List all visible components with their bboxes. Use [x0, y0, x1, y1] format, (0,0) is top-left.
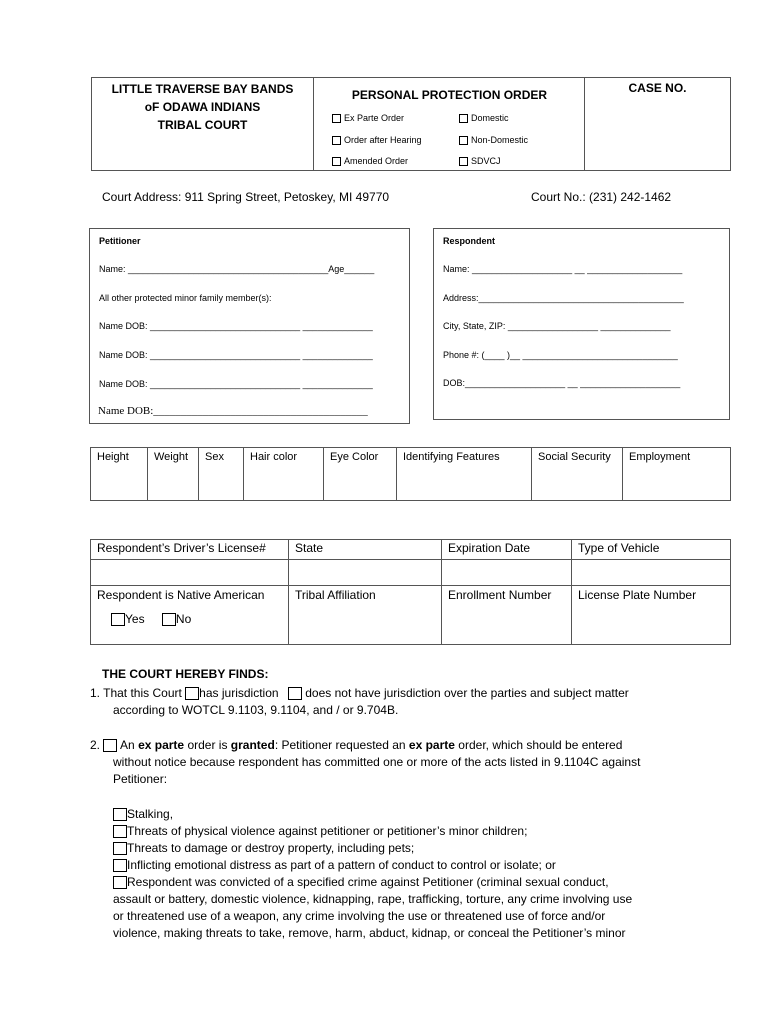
finding-1 [90, 685, 629, 702]
finding-2-line3: Petitioner: [113, 772, 168, 786]
court-name-line1: LITTLE TRAVERSE BAY BANDS [111, 82, 294, 96]
act-label: Respondent was convicted of a specified crime against Petitioner (criminal sexual conduct, [127, 875, 609, 889]
court-phone: Court No.: (231) 242-1462 [531, 190, 672, 204]
respondent-description-table [90, 447, 731, 501]
drivers-license-header: Respondent’s Driver’s License# [91, 540, 289, 560]
no-jurisdiction-label: does not have jurisdiction over the parties and subject matter [305, 686, 629, 700]
case-no-label: CASE NO. [628, 81, 687, 95]
court-name-line3: TRIBAL COURT [157, 118, 248, 132]
table-row [91, 560, 731, 586]
finding-1-line2: according to WOTCL 9.1103, 9.1104, and / or 9.704B. [113, 703, 399, 717]
license-table [90, 539, 731, 645]
yes-checkbox[interactable] [111, 613, 125, 626]
act-label: Stalking, [127, 807, 174, 821]
checkbox-domestic-label: Domestic [471, 113, 509, 123]
respondent-city-field[interactable]: City, State, ZIP: __________________ ______________ [443, 321, 671, 331]
checkbox-ex-parte-label: Ex Parte Order [344, 113, 405, 123]
finding-2-text: order, which should be entered [458, 738, 623, 752]
checkbox-sdvcj-label: SDVCJ [471, 156, 501, 166]
table-row [91, 606, 731, 645]
order-type-section [314, 78, 585, 170]
act-continuation: assault or battery, domestic violence, kidnapping, rape, trafficking, torture, any crime involving use [113, 892, 633, 906]
findings-heading: THE COURT HEREBY FINDS: [102, 667, 269, 681]
tribal-affiliation-input[interactable] [289, 606, 442, 645]
checkbox-domestic[interactable] [459, 113, 509, 123]
act-checkbox[interactable] [113, 876, 127, 889]
minor-members-label: All other protected minor family member(s): [99, 293, 272, 303]
expiration-date-header: Expiration Date [442, 540, 572, 560]
no-jurisdiction-checkbox[interactable] [288, 687, 302, 700]
native-american-choice [91, 606, 289, 645]
checkbox-amended-label: Amended Order [344, 156, 409, 166]
list-item [113, 823, 632, 840]
drivers-license-input[interactable] [91, 560, 289, 586]
checkbox-box[interactable] [332, 136, 341, 145]
license-plate-header: License Plate Number [572, 586, 731, 606]
checkbox-box[interactable] [332, 114, 341, 123]
ex-parte-bold: ex parte [408, 738, 455, 752]
native-american-header: Respondent is Native American [91, 586, 289, 606]
ex-parte-granted-checkbox[interactable] [103, 739, 117, 752]
vehicle-type-input[interactable] [572, 560, 731, 586]
tribal-affiliation-header: Tribal Affiliation [289, 586, 442, 606]
finding-2-text: : Petitioner requested an [274, 738, 406, 752]
respondent-heading: Respondent [443, 236, 496, 246]
petitioner-heading: Petitioner [99, 236, 141, 246]
finding-2-line2: without notice because respondent has committed one or more of the acts listed in 9.1104C against [113, 755, 641, 769]
vehicle-type-header: Type of Vehicle [572, 540, 731, 560]
respondent-address-field[interactable]: Address:_________________________________________ [443, 293, 684, 303]
list-item [113, 806, 632, 823]
no-checkbox[interactable] [162, 613, 176, 626]
table-row [91, 540, 731, 560]
checkbox-box[interactable] [332, 157, 341, 166]
minor-dob-field[interactable]: Name DOB: ______________________________ ______________ [99, 379, 373, 389]
list-item [113, 857, 632, 874]
minor-dob-field[interactable]: Name DOB:_______________________________________ [98, 405, 368, 417]
finding-2 [90, 737, 622, 754]
respondent-phone-field[interactable]: Phone #: (____ )__ _______________________________ [443, 350, 678, 360]
table-row [91, 448, 731, 501]
no-label: No [175, 611, 192, 626]
minor-dob-field[interactable]: Name DOB: ______________________________ ______________ [99, 350, 373, 360]
finding-2-number: 2. [90, 738, 101, 752]
checkbox-amended[interactable] [332, 156, 408, 166]
act-checkbox[interactable] [113, 808, 127, 821]
eye-color-cell[interactable]: Eye Color [324, 448, 397, 501]
act-continuation: or threatened use of a weapon, any crime involving the use or threatened use of force and/or [113, 909, 606, 923]
license-plate-input[interactable] [572, 606, 731, 645]
act-label: Threats of physical violence against petitioner or petitioner’s minor children; [127, 824, 528, 838]
hair-color-cell[interactable]: Hair color [244, 448, 324, 501]
has-jurisdiction-label: has jurisdiction [199, 686, 279, 700]
enrollment-number-header: Enrollment Number [442, 586, 572, 606]
checkbox-box[interactable] [459, 114, 468, 123]
weight-cell[interactable]: Weight [148, 448, 199, 501]
acts-list [113, 806, 632, 942]
checkbox-box[interactable] [459, 136, 468, 145]
act-label: Inflicting emotional distress as part of a pattern of conduct to control or isolate; or [127, 858, 556, 872]
checkbox-after-hearing[interactable] [332, 135, 422, 145]
sex-cell[interactable]: Sex [199, 448, 244, 501]
act-continuation: violence, making threats to take, remove, harm, abduct, kidnap, or conceal the Petitioner’s minor [113, 926, 626, 940]
list-item [113, 874, 632, 891]
expiration-date-input[interactable] [442, 560, 572, 586]
checkbox-box[interactable] [459, 157, 468, 166]
identifying-features-cell[interactable]: Identifying Features [397, 448, 532, 501]
finding-2-text: An [120, 738, 135, 752]
act-label: Threats to damage or destroy property, including pets; [127, 841, 415, 855]
enrollment-number-input[interactable] [442, 606, 572, 645]
social-security-cell[interactable]: Social Security [532, 448, 623, 501]
finding-1-prefix: 1. That this Court [90, 686, 182, 700]
finding-2-text: order is [187, 738, 228, 752]
ex-parte-bold: ex parte [138, 738, 185, 752]
checkbox-after-hearing-label: Order after Hearing [344, 135, 422, 145]
act-checkbox[interactable] [113, 825, 127, 838]
state-header: State [289, 540, 442, 560]
form-title: PERSONAL PROTECTION ORDER [351, 88, 548, 102]
employment-cell[interactable]: Employment [623, 448, 731, 501]
state-input[interactable] [289, 560, 442, 586]
table-row [91, 586, 731, 606]
petitioner-name-field[interactable]: Name: ________________________________________Age______ [99, 264, 375, 274]
granted-bold: granted [230, 738, 275, 752]
list-item [113, 840, 632, 857]
has-jurisdiction-checkbox[interactable] [185, 687, 199, 700]
petitioner-box [89, 228, 410, 424]
minor-dob-field[interactable]: Name DOB: ______________________________ ______________ [99, 321, 373, 331]
header-box [91, 77, 731, 171]
respondent-dob-field[interactable]: DOB:____________________ __ ____________________ [443, 378, 681, 388]
court-name-line2: oF ODAWA INDIANS [144, 100, 261, 114]
court-address: Court Address: 911 Spring Street, Petoskey, MI 49770 [102, 190, 390, 204]
height-cell[interactable]: Height [91, 448, 148, 501]
respondent-name-field[interactable]: Name: ____________________ __ ___________________ [443, 264, 683, 274]
respondent-box [433, 228, 730, 420]
act-checkbox[interactable] [113, 859, 127, 872]
act-checkbox[interactable] [113, 842, 127, 855]
checkbox-ex-parte[interactable] [332, 113, 404, 123]
court-name-section [92, 78, 314, 170]
checkbox-sdvcj[interactable] [459, 156, 501, 166]
checkbox-non-domestic-label: Non-Domestic [471, 135, 529, 145]
yes-label: Yes [125, 611, 145, 626]
checkbox-non-domestic[interactable] [459, 135, 528, 145]
